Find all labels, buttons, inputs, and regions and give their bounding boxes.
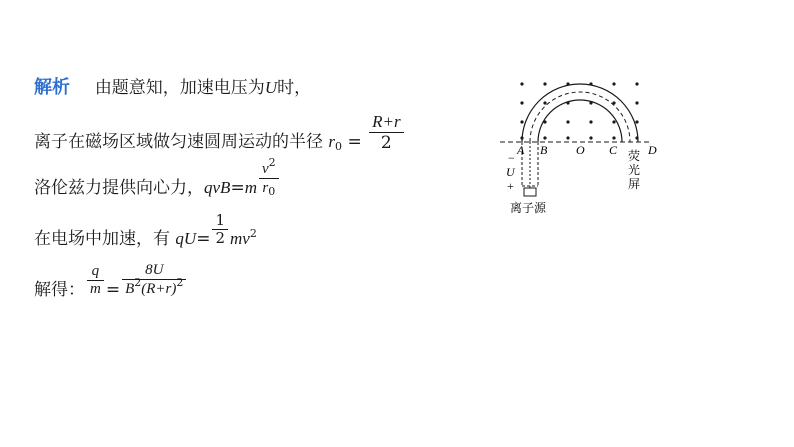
line5-den-m: m [87,280,104,298]
field-dot [543,101,546,104]
line1-var-u: U [264,78,278,97]
ion-source-box [524,188,536,196]
field-dot [543,136,546,139]
line5-left-fraction [87,263,104,298]
line3-num-sup: 2 [268,156,276,169]
line5-den-b: B [125,281,135,297]
field-dot [566,120,569,123]
field-dot [520,120,523,123]
line5-numerator: 8U [145,262,164,278]
line5-den-sup: 2 [134,276,142,289]
line5-eq: = [105,279,121,300]
line2-fraction [369,112,403,153]
line3-den-r: r [262,180,269,196]
screen-label-3: 屏 [628,177,641,191]
line4-text: 在电场中加速，有 [34,229,170,249]
line3-denominator [259,178,279,197]
line2-text: 离子在磁场区域做匀速圆周运动的半径 [34,132,323,152]
line3-text: 洛伦兹力提供向心力， [34,178,204,198]
label-d: D [648,143,657,157]
line5-num-q: q [91,262,100,279]
line4-lhs: qU [175,229,197,248]
field-dot [612,82,615,85]
line5-den-sup2: 2 [176,276,184,289]
line5-denominator [122,276,186,298]
mass-spectrometer-diagram [500,76,680,216]
label-minus: − [508,151,515,165]
line3-m: m [244,178,257,197]
field-dot [612,136,615,139]
label-a: A [517,143,525,157]
screen-label-2: 光 [628,163,641,177]
line2-eq: = [347,132,362,152]
label-u: U [506,165,515,179]
field-dot [543,82,546,85]
field-dot [635,120,638,123]
line2-denominator: 2 [369,132,403,153]
line4-eq: = [196,229,211,249]
line4-numerator: 1 [215,211,225,229]
line5-text: 解得： [34,279,85,300]
label-plus: + [507,179,514,193]
field-dot [635,82,638,85]
line5-right-fraction [122,262,186,298]
line3-eq: = [230,178,245,198]
line4-fraction [212,212,228,247]
label-o: O [576,143,585,157]
line3-numerator [259,156,279,178]
acceleration-line [34,212,257,247]
field-dot [566,136,569,139]
line4-mv: mv [229,229,250,248]
line1-text-b: 时， [277,78,312,98]
field-dot [635,101,638,104]
line4-denominator: 2 [212,229,228,247]
radius-line [34,112,406,153]
line1-text-a: 由题意知，加速电压为 [94,78,265,98]
ion-source-label: 离子源 [510,201,547,215]
heading-line [34,78,311,98]
line5-den-paren: (R+r) [141,281,177,297]
field-dot [520,82,523,85]
line2-numerator: R+r [372,112,401,131]
lorentz-line [34,156,281,198]
inner-arc [538,100,622,142]
field-dot [520,101,523,104]
line3-lhs: qvB [204,178,231,197]
screen-label-1: 荧 [628,149,641,163]
line2-sub: 0 [335,140,343,153]
label-c: C [609,143,618,157]
line3-num-v: v [261,161,269,177]
line2-r: r [328,132,336,151]
field-dot [612,120,615,123]
line3-fraction [259,156,279,198]
analysis-header: 解析 [34,77,70,98]
line3-den-sub: 0 [268,185,276,198]
result-line [34,262,188,298]
line4-sup: 2 [249,227,257,240]
field-dot [589,136,592,139]
label-b: B [540,143,548,157]
field-dot [589,120,592,123]
